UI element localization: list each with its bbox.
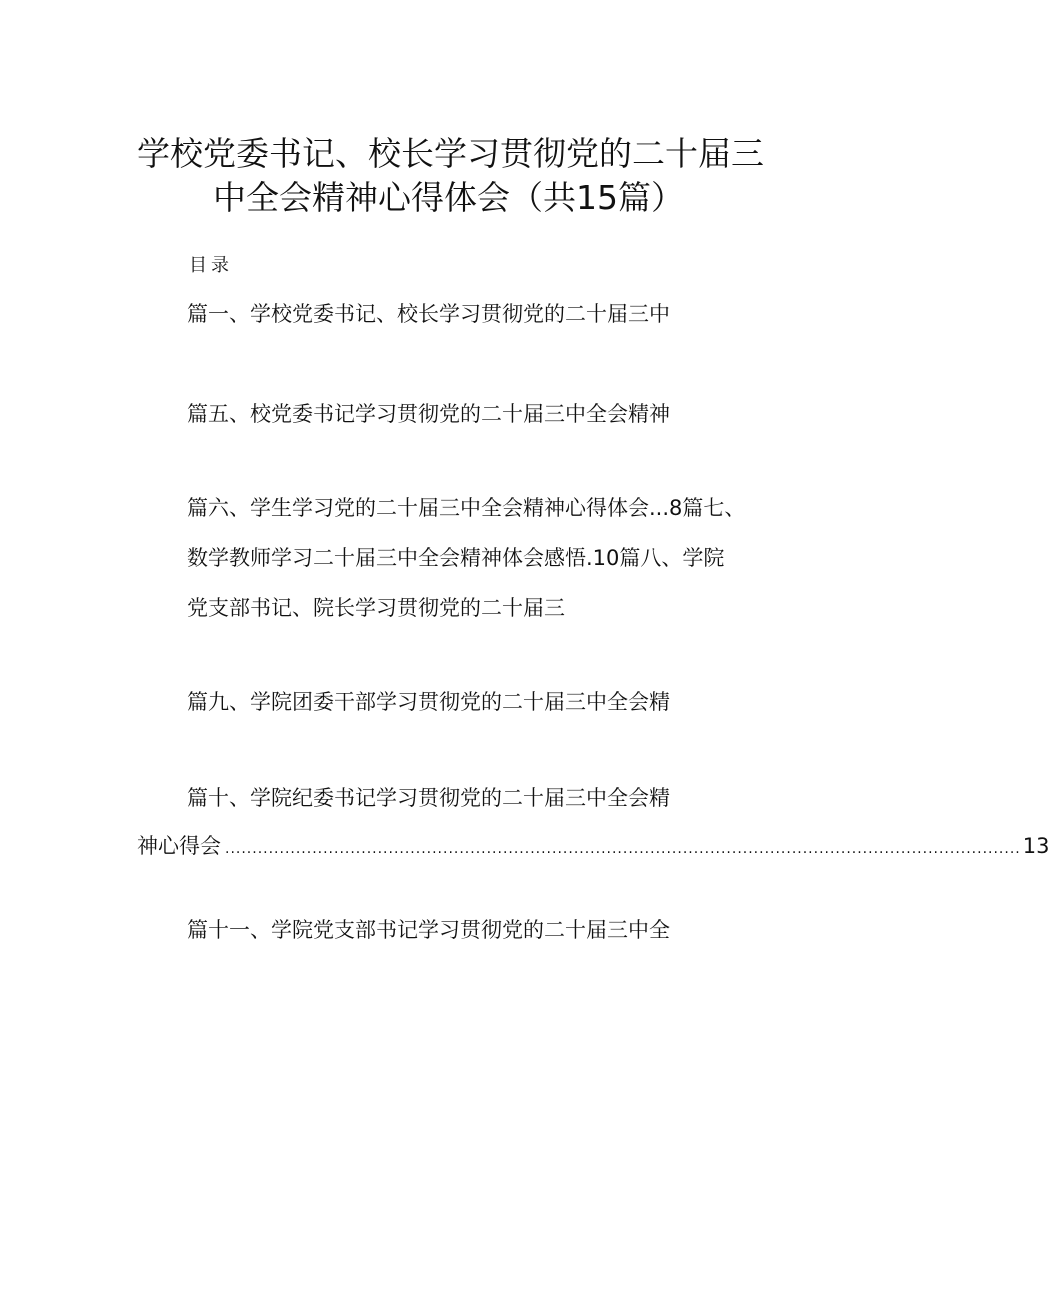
toc-entry: 篇六、学生学习党的二十届三中全会精神心得体会...8篇七、: [187, 496, 746, 520]
toc-entry-continuation: 数学教师学习二十届三中全会精神体会感悟.10篇八、学院: [187, 546, 725, 570]
toc-entry-continuation: 党支部书记、院长学习贯彻党的二十届三: [187, 596, 565, 620]
toc-entry: 篇一、学校党委书记、校长学习贯彻党的二十届三中: [187, 302, 670, 326]
toc-page-number: 13: [1022, 834, 1049, 858]
document-title-line-1: 学校党委书记、校长学习贯彻党的二十届三: [137, 134, 764, 173]
toc-entry-continuation: 神心得会: [137, 834, 221, 858]
toc-heading: 目录: [189, 255, 233, 276]
toc-entry: 篇十一、学院党支部书记学习贯彻党的二十届三中全: [187, 918, 670, 942]
toc-entry: 篇五、校党委书记学习贯彻党的二十届三中全会精神: [187, 402, 670, 426]
document-title-line-2: 中全会精神心得体会（共15篇）: [213, 178, 684, 217]
toc-entry: 篇九、学院团委干部学习贯彻党的二十届三中全会精: [187, 690, 670, 714]
toc-leader-dots: ..................................................................................................................................................: [225, 841, 1021, 857]
toc-entry-with-page-number: [137, 832, 1049, 863]
toc-entry: 篇十、学院纪委书记学习贯彻党的二十届三中全会精: [187, 786, 670, 810]
